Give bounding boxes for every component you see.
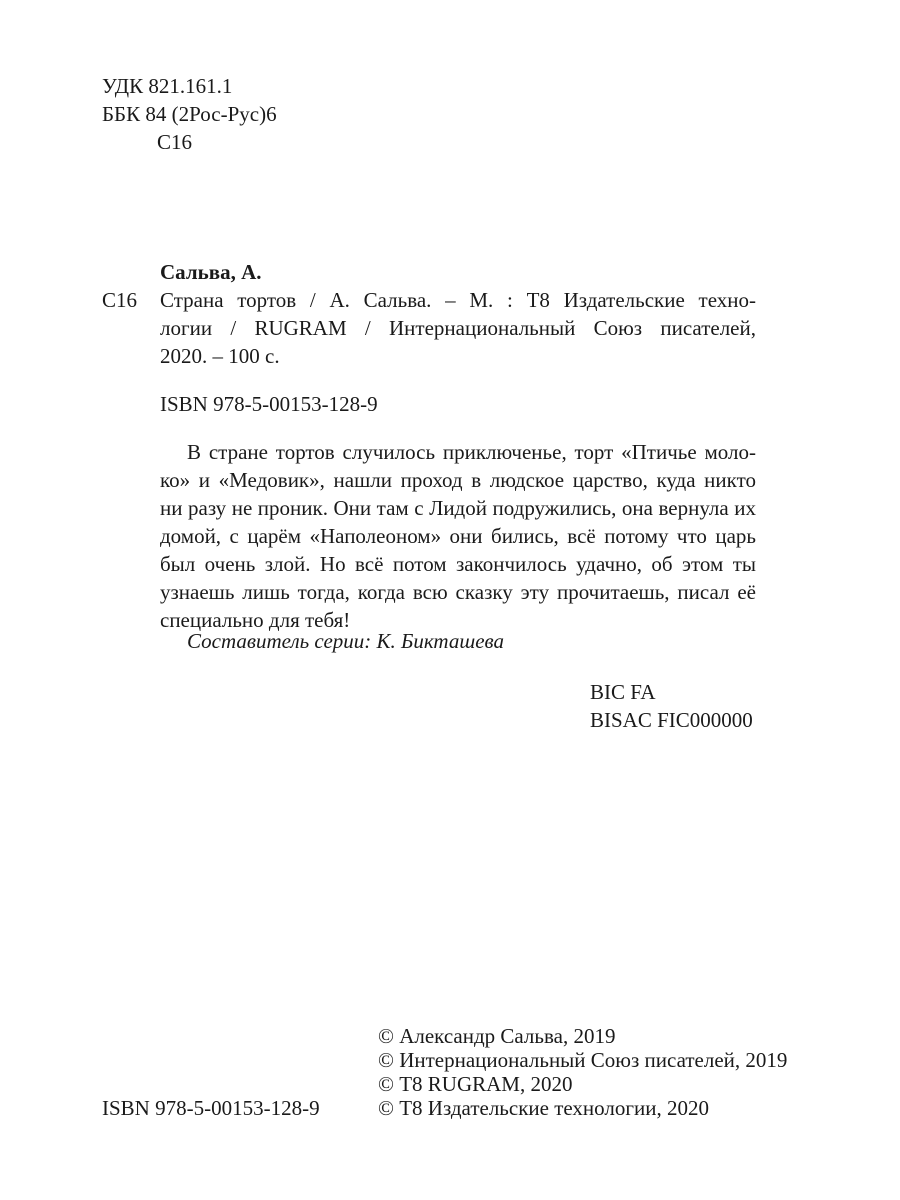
isbn-footer: ISBN 978-5-00153-128-9 [102,1096,320,1120]
bisac-code: BISAC FIC000000 [590,708,753,732]
author-name: Сальва, А. [160,260,262,284]
biblio-line: Страна тортов / А. Сальва. – М. : Т8 Издательские техно- [160,288,756,312]
annotation [160,438,756,634]
annotation-line: узнаешь лишь тогда, когда всю сказку эту прочитаешь, писал её [160,580,756,604]
copyright-block [378,1024,787,1120]
copyright-line: © Александр Сальва, 2019 [378,1024,616,1048]
subject-codes [590,678,753,734]
annotation-line: домой, с царём «Наполеоном» они бились, всё потому что царь [160,524,756,548]
bbk-code: ББК 84 (2Рос-Рус)6 [102,102,277,126]
copyright-line: © Интернациональный Союз писателей, 2019 [378,1048,788,1072]
biblio-line: 2020. – 100 с. [160,344,280,368]
bibliographic-description [160,286,756,370]
annotation-line: ко» и «Медовик», нашли проход в людское царство, куда никто [160,468,756,492]
annotation-line: специально для тебя! [160,608,351,632]
udk-code: УДК 821.161.1 [102,74,233,98]
annotation-line: был очень злой. Но всё потом закончилось удачно, об этом ты [160,552,756,576]
author-sign: С16 [157,130,193,154]
copyright-line: © Т8 Издательские технологии, 2020 [378,1096,709,1120]
cutter-code: С16 [102,288,138,312]
bic-code: BIC FA [590,680,656,704]
annotation-line: ни разу не проник. Они там с Лидой подружились, она вернула их [160,496,756,520]
isbn-entry: ISBN 978-5-00153-128-9 [160,392,378,416]
biblio-line: логии / RUGRAM / Интернациональный Союз писателей, [160,316,756,340]
classification-block [102,72,277,128]
series-compiler: Составитель серии: К. Бикташева [187,629,504,653]
annotation-line: В стране тортов случилось приключенье, торт «Птичье моло- [187,440,756,464]
copyright-line: © Т8 RUGRAM, 2020 [378,1072,573,1096]
